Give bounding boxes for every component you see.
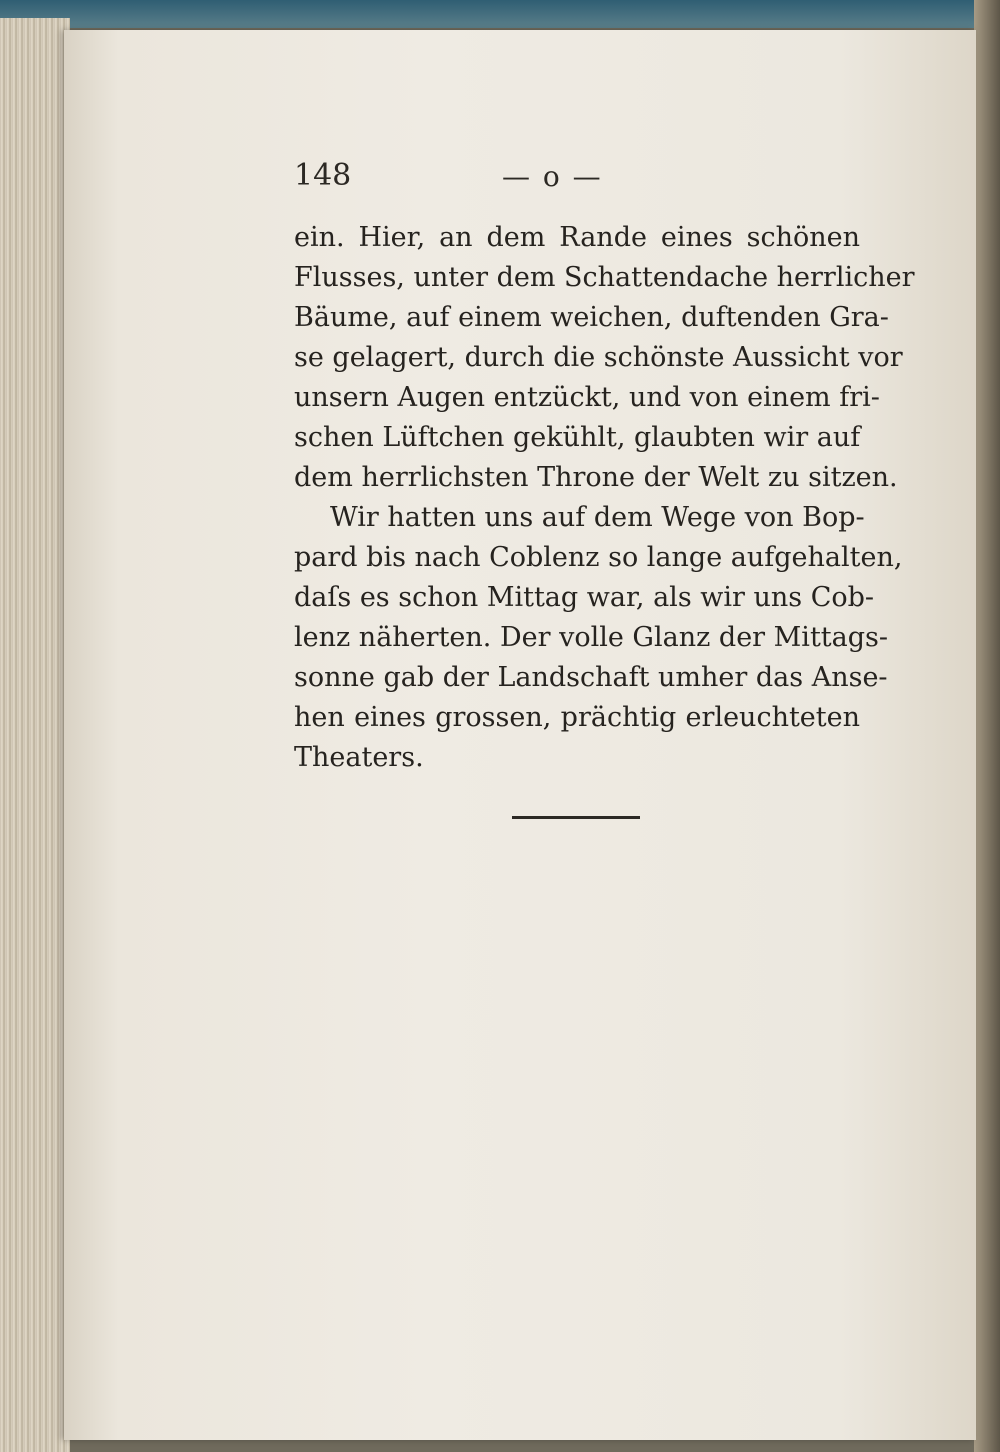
text-line: schen Lüftchen gekühlt, glaubten wir auf [294, 422, 861, 453]
text-line: daſs es schon Mittag war, als wir uns Cob- [294, 582, 875, 613]
text-line: sonne gab der Landschaft umher das Anse- [294, 662, 888, 693]
page-edges [0, 18, 70, 1452]
text-line: lenz näherten. Der volle Glanz der Mittags- [294, 622, 888, 653]
book-cover-right [974, 0, 1000, 1452]
text-line: pard bis nach Coblenz so lange aufgehalten, [294, 542, 903, 573]
text-line: Flusses, unter dem Schattendache herrlicher [294, 262, 915, 293]
book-cover-top [0, 0, 1000, 28]
header-ornament: — o — [502, 160, 603, 193]
text-line: hen eines grossen, prächtig erleuchteten [294, 702, 860, 733]
text-line: Wir hatten uns auf dem Wege von Bop- [330, 502, 865, 533]
text-line: se gelagert, durch die schönste Aussicht vor [294, 342, 903, 373]
page-number: 148 [294, 158, 352, 193]
text-line: Bäume, auf einem weichen, duftenden Gra- [294, 302, 889, 333]
text-line: unsern Augen entzückt, und von einem fri- [294, 382, 880, 413]
text-line: dem herrlichsten Throne der Welt zu sitzen. [294, 462, 898, 493]
text-line: Theaters. [294, 742, 424, 773]
section-end-rule [512, 816, 640, 819]
text-line: ein. Hier, an dem Rande eines schönen [294, 222, 860, 253]
